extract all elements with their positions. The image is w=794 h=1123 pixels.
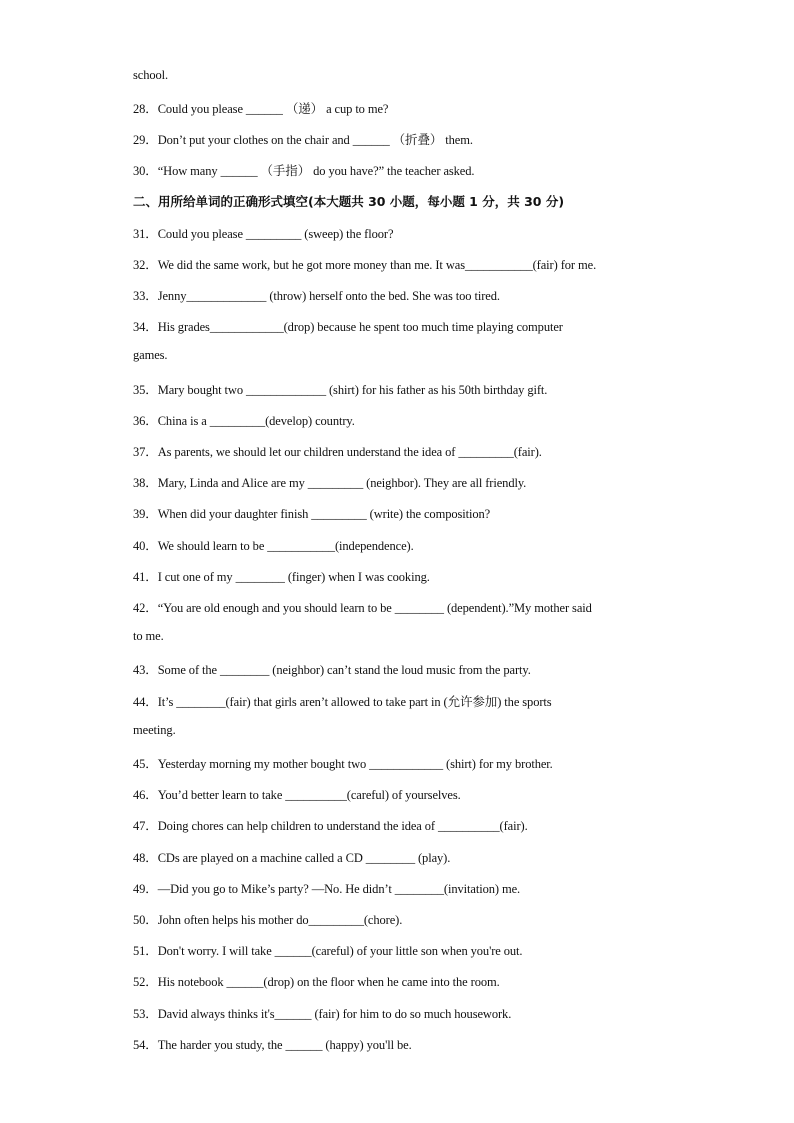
section-heading: 二、用所给单词的正确形式填空(本大题共 30 小题，每小题 1 分，共 30 分) — [133, 194, 565, 209]
question-39: 39．When did your daughter finish _________ (write) the composition? — [133, 507, 491, 521]
question-48: 48．CDs are played on a machine called a CD ________ (play). — [133, 851, 451, 865]
question-34: 34．His grades____________(drop) because he spent too much time playing computer — [133, 320, 563, 334]
question-54: 54．The harder you study, the ______ (happy) you'll be. — [133, 1038, 412, 1052]
question-30: 30．“How many ______ （手指） do you have?” the teacher asked. — [133, 164, 475, 178]
question-29: 29．Don’t put your clothes on the chair and ______ （折叠） them. — [133, 133, 473, 147]
question-50: 50．John often helps his mother do_________(chore). — [133, 913, 403, 927]
question-47: 47．Doing chores can help children to understand the idea of __________(fair). — [133, 819, 528, 833]
text-line: school. — [133, 68, 169, 82]
question-44: 44．It’s ________(fair) that girls aren’t allowed to take part in (允许参加) the sports — [133, 695, 552, 709]
question-51: 51．Don't worry. I will take ______(careful) of your little son when you're out. — [133, 944, 523, 958]
question-37: 37．As parents, we should let our children understand the idea of _________(fair). — [133, 445, 542, 459]
question-42-continued: to me. — [133, 629, 164, 643]
question-33: 33．Jenny_____________ (throw) herself onto the bed. She was too tired. — [133, 289, 500, 303]
question-31: 31．Could you please _________ (sweep) the floor? — [133, 227, 394, 241]
question-38: 38．Mary, Linda and Alice are my _________ (neighbor). They are all friendly. — [133, 476, 527, 490]
question-42: 42．“You are old enough and you should learn to be ________ (dependent).”My mother said — [133, 601, 592, 615]
question-41: 41．I cut one of my ________ (finger) when I was cooking. — [133, 570, 430, 584]
question-46: 46．You’d better learn to take __________(careful) of yourselves. — [133, 788, 461, 802]
question-36: 36．China is a _________(develop) country. — [133, 414, 355, 428]
question-52: 52．His notebook ______(drop) on the floor when he came into the room. — [133, 975, 500, 989]
question-43: 43．Some of the ________ (neighbor) can’t stand the loud music from the party. — [133, 663, 531, 677]
question-34-continued: games. — [133, 348, 168, 362]
question-49: 49．—Did you go to Mike’s party? —No. He didn’t ________(invitation) me. — [133, 882, 521, 896]
question-53: 53．David always thinks it's______ (fair) for him to do so much housework. — [133, 1007, 512, 1021]
question-32: 32．We did the same work, but he got more money than me. It was___________(fair) for me. — [133, 258, 597, 272]
question-44-continued: meeting. — [133, 723, 176, 737]
question-35: 35．Mary bought two _____________ (shirt) for his father as his 50th birthday gift. — [133, 383, 548, 397]
question-40: 40．We should learn to be ___________(independence). — [133, 539, 414, 553]
question-45: 45．Yesterday morning my mother bought two ____________ (shirt) for my brother. — [133, 757, 553, 771]
question-28: 28．Could you please ______ （递） a cup to me? — [133, 102, 389, 116]
